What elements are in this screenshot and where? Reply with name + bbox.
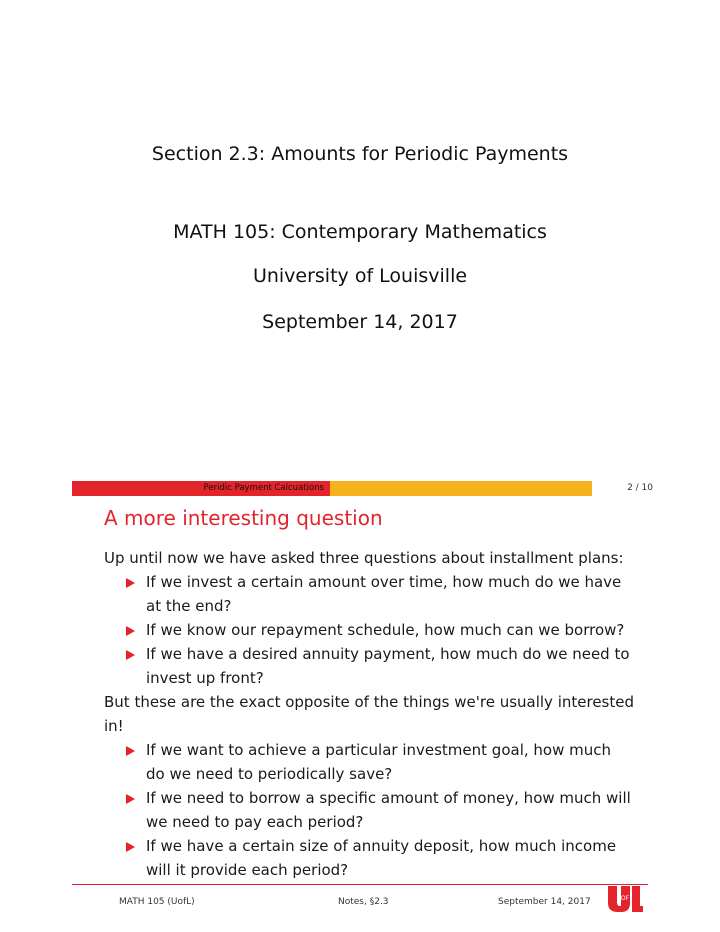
list-item [124, 786, 634, 834]
triangle-bullet-icon [126, 794, 135, 804]
bullet-text: If we have a desired annuity payment, how much do we need to invest up front? [146, 645, 630, 687]
bullet-list-1 [104, 570, 634, 690]
list-item [124, 570, 634, 618]
triangle-bullet-icon [126, 626, 135, 636]
transition-text: But these are the exact opposite of the things we're usually interested in! [104, 693, 635, 735]
list-item [124, 642, 634, 690]
frame-title: A more interesting question [104, 506, 383, 530]
triangle-bullet-icon [126, 746, 135, 756]
footer-right: September 14, 2017 [498, 897, 591, 907]
svg-text:OF: OF [620, 895, 630, 902]
footer-center: Notes, §2.3 [338, 897, 389, 907]
list-item [124, 618, 634, 642]
triangle-bullet-icon [126, 578, 135, 588]
bullet-text: If we have a certain size of annuity deposit, how much income will it provide each period? [146, 837, 617, 879]
footer-rule [72, 884, 648, 885]
page-number: 2 / 10 [627, 483, 653, 493]
header-bar [72, 481, 592, 496]
slide-body [104, 546, 634, 882]
bullet-text: If we invest a certain amount over time, how much do we have at the end? [146, 573, 622, 615]
triangle-bullet-icon [126, 650, 135, 660]
course-name: MATH 105: Contemporary Mathematics [173, 221, 547, 243]
bullet-text: If we know our repayment schedule, how much can we borrow? [146, 621, 625, 639]
bullet-text: If we need to borrow a specific amount of money, how much will we need to pay each period? [146, 789, 631, 831]
bullet-text: If we want to achieve a particular investment goal, how much do we need to periodically save? [146, 741, 611, 783]
header-bar-gold [330, 481, 592, 496]
bullet-list-2 [104, 738, 634, 882]
presentation-date: September 14, 2017 [262, 311, 458, 333]
uofl-logo-icon [606, 885, 644, 913]
intro-text: Up until now we have asked three questions about installment plans: [104, 549, 624, 567]
list-item [124, 834, 634, 882]
slide-title: Section 2.3: Amounts for Periodic Payments [151, 143, 569, 165]
footer-left: MATH 105 (UofL) [119, 897, 195, 907]
list-item [124, 738, 634, 786]
section-label: Peridic Payment Calcuations [203, 483, 324, 493]
triangle-bullet-icon [126, 842, 135, 852]
institution-name: University of Louisville [252, 265, 468, 287]
header-bar-red [72, 481, 330, 496]
